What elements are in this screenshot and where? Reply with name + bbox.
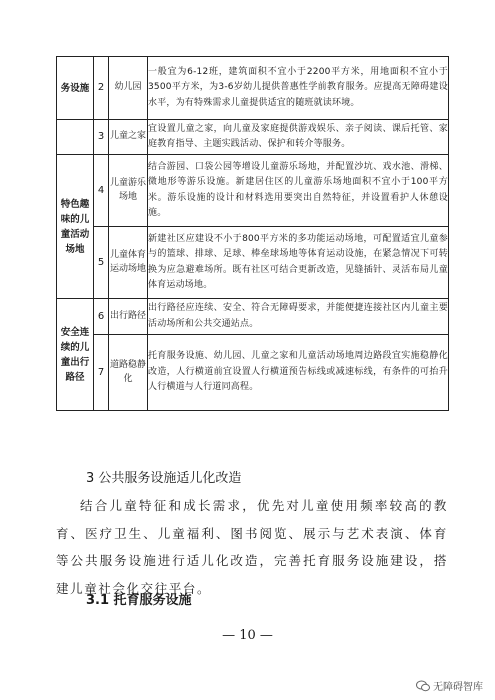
- row-number: 4: [94, 155, 109, 227]
- table-row: [57, 299, 449, 335]
- item-name: 道路稳静化: [109, 335, 148, 411]
- body-paragraph: 结合儿童特征和成长需求，优先对儿童使用频率较高的教育、医疗卫生、儿童福利、图书阅览、展示与艺术表演、体育等公共服务设施进行适儿化改造，完善托育服务设施建设，搭建儿童社会化交往平台。: [56, 498, 448, 596]
- item-description: 新建社区应建设不小于800平方米的多功能运动场地，可配置适宜儿童参与的篮球、排球、足球、棒垒球场地等体育运动设施，在紧急情况下可转换为应急避难场所。既有社区可结合更新改造，见缝插针、灵活布局儿童体育运动场地。: [148, 227, 449, 299]
- row-number: 3: [94, 120, 109, 155]
- item-name: 出行路径: [109, 299, 148, 335]
- row-number: 6: [94, 299, 109, 335]
- item-description: 托育服务设施、幼儿园、儿童之家和儿童活动场地周边路段宜实施稳静化改造，人行横道前宜设置人行横道预告标线或减速标线，有条件的可抬升人行横道与人行道同高程。: [148, 335, 449, 411]
- watermark-text: 无障碍智库: [433, 682, 483, 693]
- item-name: 幼儿园: [109, 57, 148, 120]
- item-description: 出行路径应连续、安全、符合无障碍要求，并能便捷连接社区内儿童主要活动场所和公共交通站点。: [148, 299, 449, 335]
- category-cell: 特色趣味的儿童活动场地: [57, 155, 94, 299]
- category-cell: 安全连续的儿童出行路径: [57, 299, 94, 411]
- item-name: 儿童体育运动场地: [109, 227, 148, 299]
- row-number: 2: [94, 57, 109, 120]
- page-number: — 10 —: [222, 628, 273, 643]
- facility-table: [56, 56, 449, 411]
- item-description: 宜设置儿童之家，向儿童及家庭提供游戏娱乐、亲子阅读、课后托管、家庭教育指导、主题实践活动、保护和转介等服务。: [148, 120, 449, 155]
- row-number: 7: [94, 335, 109, 411]
- wechat-icon: [416, 680, 430, 692]
- table-row: [57, 57, 449, 120]
- watermark: [416, 678, 483, 693]
- table-row: [57, 227, 449, 299]
- row-number: 5: [94, 227, 109, 299]
- table-row: [57, 120, 449, 155]
- table-row: [57, 335, 449, 411]
- section-title: 3 公共服务设施适儿化改造: [86, 471, 242, 486]
- item-description: 结合游园、口袋公园等增设儿童游乐场地，并配置沙坑、戏水池、滑梯、微地形等游乐设施。新建居住区的儿童游乐场地面积不宜小于100平方米。游乐设施的设计和材料选用要突出自然特征，并设置看护人休憩设施。: [148, 155, 449, 227]
- category-cell: 务设施: [57, 57, 94, 120]
- item-name: 儿童之家: [109, 120, 148, 155]
- table-row: [57, 155, 449, 227]
- subsection-title: 3.1 托育服务设施: [86, 593, 192, 608]
- item-description: 一般宜为6-12班，建筑面积不宜小于2200平方米，用地面积不宜小于3500平方米，为3-6岁幼儿提供普惠性学前教育服务。应提高无障碍建设水平，为有特殊需求儿童提供适宜的随班就读环境。: [148, 57, 449, 120]
- item-name: 儿童游乐场地: [109, 155, 148, 227]
- category-cell-blank: [57, 120, 94, 155]
